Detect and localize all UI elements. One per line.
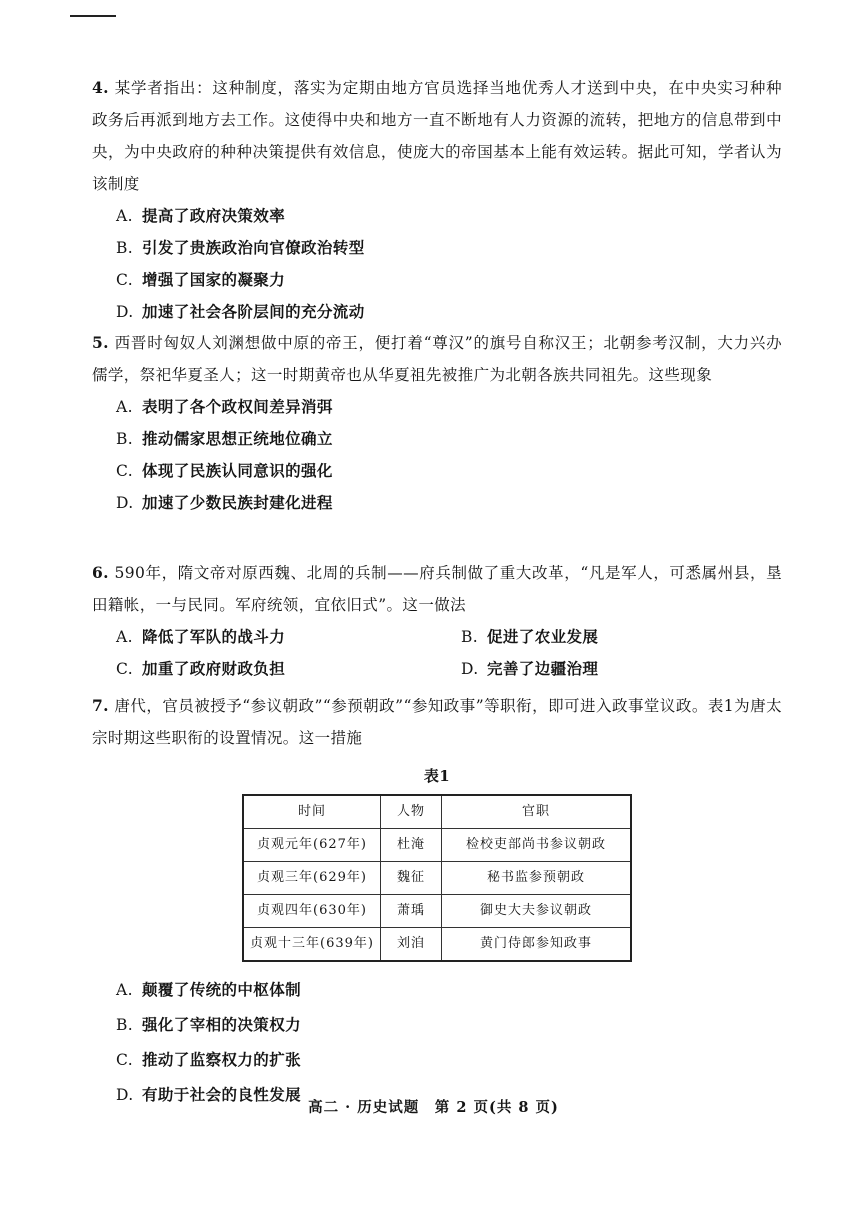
option-text: 强化了宰相的决策权力: [142, 1015, 302, 1034]
question-number: 6.: [92, 563, 109, 582]
table-cell: 魏征: [381, 862, 442, 895]
option-label: A.: [116, 628, 133, 646]
option-label: D.: [116, 303, 134, 321]
option-label: A.: [116, 207, 133, 225]
option-text: 加重了政府财政负担: [142, 659, 286, 678]
option-d[interactable]: [92, 487, 782, 519]
option-text: 促进了农业发展: [487, 627, 599, 646]
table-header: 时间: [243, 795, 381, 829]
option-label: B.: [116, 430, 134, 448]
question-text: 某学者指出：这种制度，落实为定期由地方官员选择当地优秀人才送到中央，在中央实习种种政务后再派到地方去工作。这使得中央和地方一直不断地有人力资源的流转，把地方的信息带到中央，为中央政府的种种决策提供有效信息，使庞大的帝国基本上能有效运转。据此可知，学者认为该制度: [92, 79, 783, 193]
question-stem: [92, 72, 782, 200]
option-text: 体现了民族认同意识的强化: [142, 461, 333, 480]
table-cell: 御史大夫参议朝政: [442, 895, 632, 928]
option-label: A.: [116, 981, 133, 999]
question-6: [92, 557, 782, 685]
question-4: [92, 72, 782, 328]
table-row: [243, 862, 631, 895]
table-title: 表1: [423, 767, 451, 785]
option-label: B.: [116, 1016, 134, 1034]
option-label: D.: [116, 1086, 134, 1104]
option-text: 完善了边疆治理: [487, 659, 599, 678]
option-text: 加速了社会各阶层间的充分流动: [142, 302, 365, 321]
option-b[interactable]: [92, 1007, 782, 1042]
option-label: C.: [116, 660, 134, 678]
table-row: [243, 928, 631, 962]
question-stem: [92, 690, 782, 754]
option-label: C.: [116, 271, 134, 289]
option-label: D.: [116, 494, 134, 512]
option-text: 颠覆了传统的中枢体制: [142, 980, 302, 999]
option-label: C.: [116, 1051, 134, 1069]
option-text: 加速了少数民族封建化进程: [142, 493, 333, 512]
question-7: [92, 690, 782, 1112]
option-text: 推动了监察权力的扩张: [142, 1050, 302, 1069]
option-label: A.: [116, 398, 133, 416]
table-header-row: [243, 795, 631, 829]
option-label: B.: [116, 239, 134, 257]
question-text: 唐代，官员被授予“参议朝政”“参预朝政”“参知政事”等职衔，即可进入政事堂议政。表1为唐太宗时期这些职衔的设置情况。这一措施: [92, 697, 782, 747]
option-text: 有助于社会的良性发展: [142, 1085, 302, 1104]
question-text: 西晋时匈奴人刘渊想做中原的帝王，便打着“尊汉”的旗号自称汉王；北朝参考汉制，大力兴办儒学，祭祀华夏圣人；这一时期黄帝也从华夏祖先被推广为北朝各族共同祖先。这些现象: [92, 334, 782, 384]
option-label: B.: [461, 628, 479, 646]
option-a[interactable]: [92, 391, 782, 423]
data-table: [242, 794, 632, 962]
option-b[interactable]: [92, 423, 782, 455]
option-label: C.: [116, 462, 134, 480]
question-number: 7.: [92, 696, 109, 715]
question-number: 4.: [92, 78, 109, 97]
table-header: 人物: [381, 795, 442, 829]
question-stem: [92, 327, 782, 391]
table-cell: 贞观四年(630年): [243, 895, 381, 928]
table-row: [243, 895, 631, 928]
table-header: 官职: [442, 795, 632, 829]
option-label: D.: [461, 660, 479, 678]
table-cell: 贞观元年(627年): [243, 829, 381, 862]
table-cell: 杜淹: [381, 829, 442, 862]
page-footer: 高二 · 历史试题 第 2 页(共 8 页): [308, 1099, 559, 1116]
question-number: 5.: [92, 333, 109, 352]
top-rule: [70, 15, 116, 17]
table-cell: 萧瑀: [381, 895, 442, 928]
option-d[interactable]: [437, 653, 782, 685]
option-text: 引发了贵族政治向官僚政治转型: [142, 238, 365, 257]
option-d[interactable]: [92, 296, 782, 328]
question-stem: [92, 557, 782, 621]
options-row: [92, 621, 782, 653]
option-b[interactable]: [437, 621, 782, 653]
option-a[interactable]: [92, 200, 782, 232]
option-text: 降低了军队的战斗力: [142, 627, 286, 646]
question-text: 590年，隋文帝对原西魏、北周的兵制——府兵制做了重大改革，“凡是军人，可悉属州县，垦田籍帐，一与民同。军府统领，宜依旧式”。这一做法: [92, 564, 782, 614]
table-cell: 刘洎: [381, 928, 442, 962]
table-cell: 贞观十三年(639年): [243, 928, 381, 962]
options-row: [92, 653, 782, 685]
option-c[interactable]: [92, 1042, 782, 1077]
table-cell: 贞观三年(629年): [243, 862, 381, 895]
option-a[interactable]: [92, 972, 782, 1007]
table-cell: 检校吏部尚书参议朝政: [442, 829, 632, 862]
option-a[interactable]: [92, 621, 437, 653]
question-5: [92, 327, 782, 519]
option-c[interactable]: [92, 264, 782, 296]
option-text: 提高了政府决策效率: [142, 206, 286, 225]
option-text: 推动儒家思想正统地位确立: [142, 429, 333, 448]
table-row: [243, 829, 631, 862]
table-cell: 黄门侍郎参知政事: [442, 928, 632, 962]
table-cell: 秘书监参预朝政: [442, 862, 632, 895]
option-text: 表明了各个政权间差异消弭: [142, 397, 333, 416]
option-c[interactable]: [92, 653, 437, 685]
option-c[interactable]: [92, 455, 782, 487]
option-text: 增强了国家的凝聚力: [142, 270, 286, 289]
option-b[interactable]: [92, 232, 782, 264]
